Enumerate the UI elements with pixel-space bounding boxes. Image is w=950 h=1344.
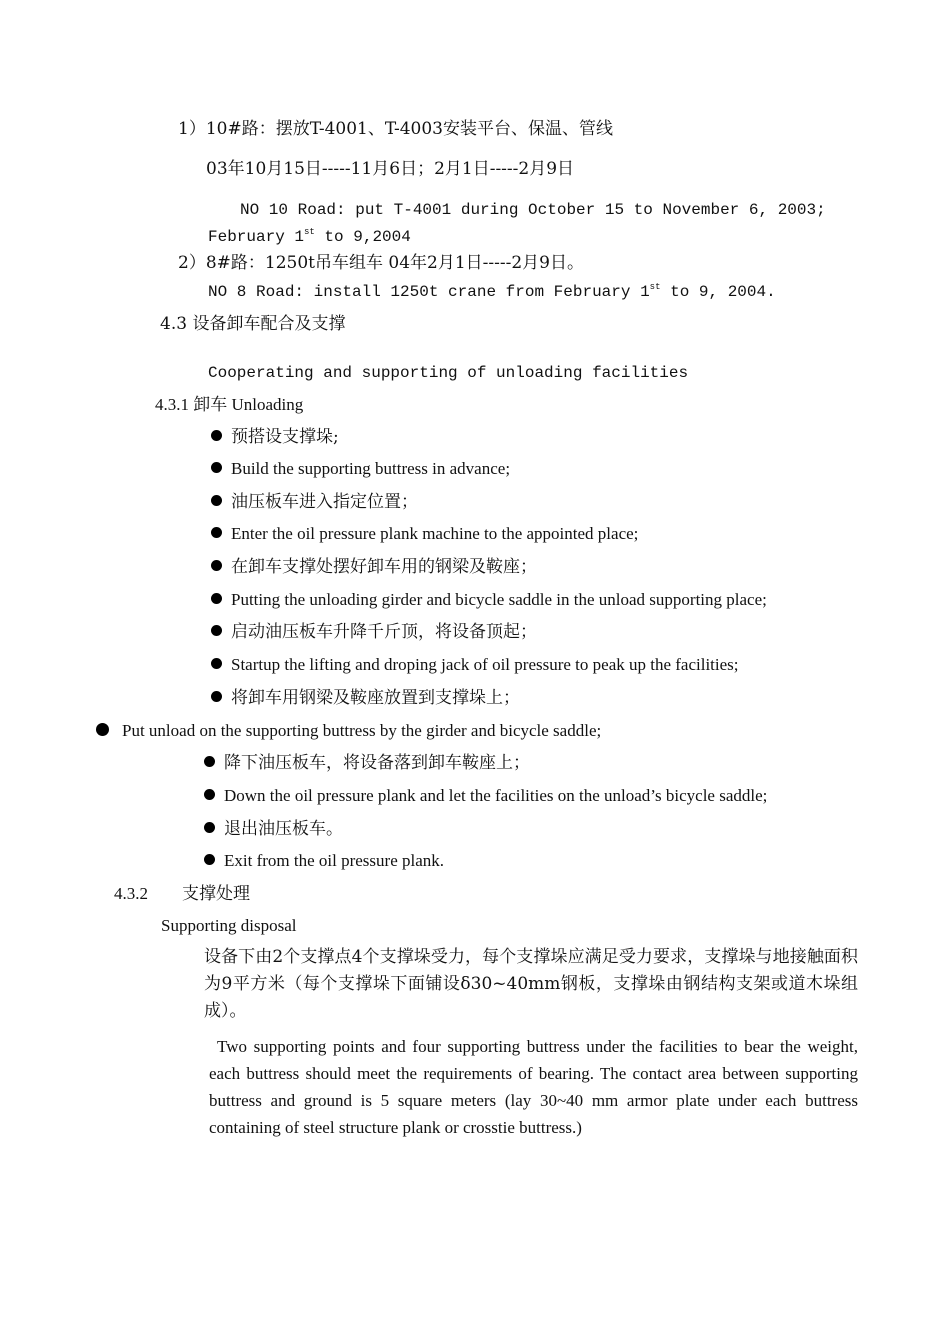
bullet-item-outdented [96,720,601,742]
bullet-text: 在卸车支撑处摆好卸车用的钢梁及鞍座； [231,557,537,577]
bullet-icon [211,430,222,441]
section-4-3-1-title: 4.3.1 卸车 Unloading [155,395,304,414]
bullet-item [211,426,339,448]
bullet-text: Exit from the oil pressure plank. [224,851,445,870]
bullet-text: 预搭设支撑垛; [231,427,339,447]
bullet-item [211,621,537,643]
bullet-icon [211,593,222,604]
bullet-text: Down the oil pressure plank and let the facilities on the unload’s bicycle saddle; [224,786,768,805]
bullet-icon [204,854,215,865]
bullet-text: 退出油压板车。 [224,819,343,839]
ordinal-suffix: st [649,282,661,292]
bullet-text: Enter the oil pressure plank machine to the appointed place; [231,524,639,543]
bullet-icon [211,691,222,702]
bullet-item [204,850,444,872]
item2-heading: 2）8#路：1250t吊车组车 04年2月1日-----2月9日。 [178,253,584,273]
bullet-icon [211,462,222,473]
bullet-item [211,491,418,513]
bullet-text: 降下油压板车，将设备落到卸车鞍座上； [224,753,530,773]
bullet-item [204,818,343,840]
bullet-icon [211,658,222,669]
bullet-text: Startup the lifting and droping jack of oil pressure to peak up the facilities; [231,655,739,674]
item1-english-line2 [208,226,411,248]
bullet-item [211,556,537,578]
item1-dates: 03年10月15日-----11月6日；2月1日-----2月9日 [206,159,575,179]
bullet-text: 将卸车用钢梁及鞍座放置到支撑垛上； [231,688,520,708]
bullet-item [204,785,767,807]
item2-english-pre: NO 8 Road: install 1250t crane from February 1 [208,283,650,301]
bullet-icon [211,625,222,636]
section-4-3-title: 4.3 设备卸车配合及支撑 [160,314,346,334]
item1-heading: 1）10#路：摆放T-4001、T-4003安装平台、保温、管线 [178,119,614,139]
bullet-item [211,458,510,480]
item2-english [208,281,776,303]
bullet-icon [204,756,215,767]
bullet-icon [204,822,215,833]
section-4-3-english-title: Cooperating and supporting of unloading facilities [208,364,689,382]
item1-english-line2-post: to 9,2004 [314,228,411,246]
support-paragraph-en: Two supporting points and four supporting buttress under the facilities to bear the weight, each buttress should meet the requirements of bearing. The contact area between supporting buttress and ground is 5 square meters (lay 30~40 mm armor plate under each buttress containing of steel structure plank or crosstie buttress.) [209,1037,858,1137]
ordinal-suffix: st [304,227,315,237]
bullet-icon [211,560,222,571]
bullet-text: Build the supporting buttress in advance; [231,459,511,478]
bullet-icon [211,527,222,538]
bullet-item [204,752,530,774]
item1-english-line2-pre: February 1 [208,228,305,246]
section-4-3-2-number: 4.3.2 [114,884,148,903]
bullet-text: 启动油压板车升降千斤顶，将设备顶起； [231,622,537,642]
bullet-icon [96,723,109,736]
bullet-item [211,687,520,709]
item2-english-post: to 9, 2004. [660,283,776,301]
bullet-text: Put unload on the supporting buttress by the girder and bicycle saddle; [122,721,602,740]
bullet-text: Putting the unloading girder and bicycle saddle in the unload supporting place; [231,590,767,609]
bullet-item [211,589,767,611]
bullet-icon [211,495,222,506]
item1-english-line1: NO 10 Road: put T-4001 during October 15 to November 6, 2003; [240,201,826,219]
bullet-item [211,523,638,545]
section-4-3-2-english-title: Supporting disposal [161,916,297,935]
support-paragraph-cn: 设备下由2个支撑点4个支撑垛受力，每个支撑垛应满足受力要求，支撑垛与地接触面积为9平方米（每个支撑垛下面铺设δ30~40mm钢板，支撑垛由钢结构支架或道木垛组成）。 [204,947,858,1021]
bullet-text: 油压板车进入指定位置； [231,492,418,512]
bullet-item [211,654,739,676]
bullet-icon [204,789,215,800]
section-4-3-2-title: 支撑处理 [182,884,250,904]
